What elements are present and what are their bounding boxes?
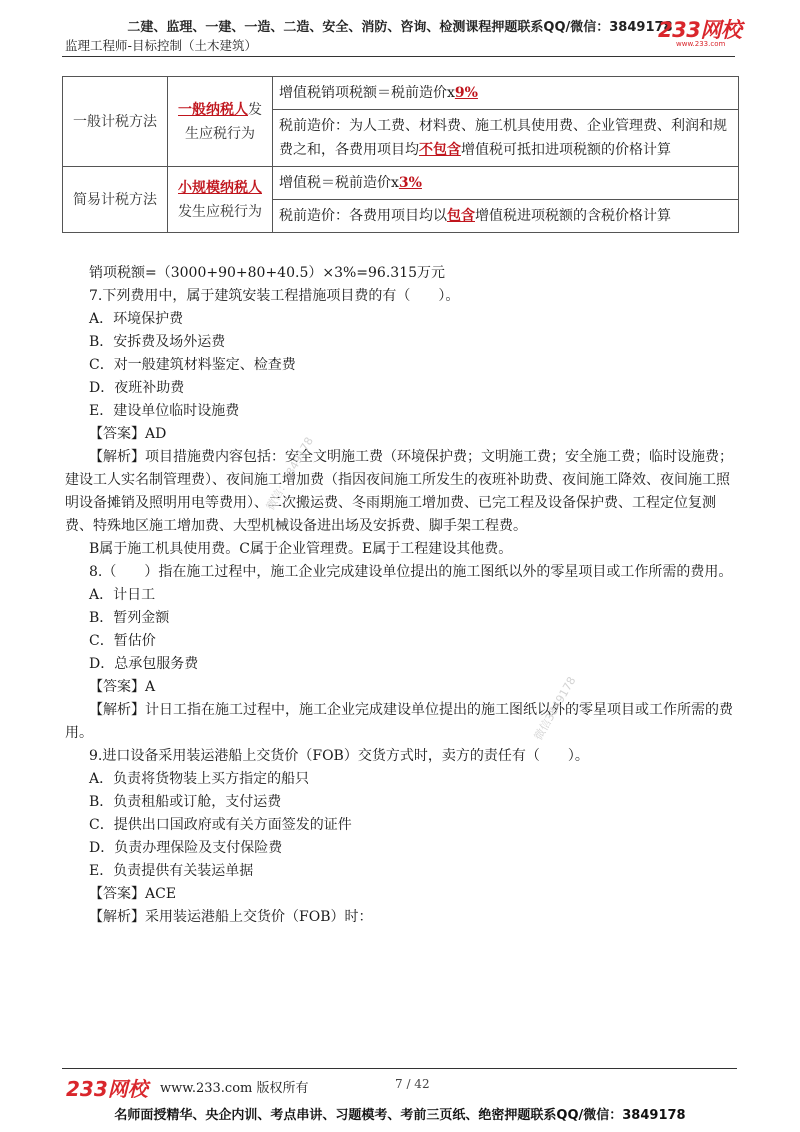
option: C．提供出口国政府或有关方面签发的证件 — [89, 817, 352, 833]
desc-highlight: 不包含 — [419, 142, 461, 158]
formula-rate: 9% — [454, 85, 478, 101]
analysis: 【解析】采用装运港船上交货价（FOB）时： — [89, 909, 373, 925]
question-7-stem: 7.下列费用中，属于建筑安装工程措施项目费的有（ ）。 — [89, 288, 460, 304]
formula-cell — [273, 77, 739, 110]
subject-highlight: 一般纳税人 — [178, 101, 248, 118]
analysis-note: B属于施工机具使用费。C属于企业管理费。E属于工程建设其他费。 — [89, 541, 513, 557]
option: E．建设单位临时设施费 — [89, 403, 240, 419]
option: E．负责提供有关装运单据 — [89, 863, 254, 879]
option: B．安拆费及场外运费 — [89, 334, 226, 350]
header-subtitle: 监理工程师-目标控制（土木建筑） — [65, 38, 258, 53]
option: A．计日工 — [89, 587, 156, 603]
option: C．对一般建筑材料鉴定、检查费 — [89, 357, 296, 373]
method-cell: 一般计税方法 — [63, 77, 168, 167]
answer: 【答案】A — [89, 679, 156, 695]
logo-text: 233网校 — [658, 18, 742, 42]
method-cell: 简易计税方法 — [63, 167, 168, 233]
subject-cell — [168, 167, 273, 233]
table-row — [63, 77, 739, 110]
analysis: 【解析】项目措施费内容包括：安全文明施工费（环境保护费；文明施工费；安全施工费；临时设施费；建设工人实名制管理费）、夜间施工增加费（指因夜间施工所发生的夜班补助费、夜间施工降效、夜间施工照明设备摊销及照明用电等费用）、二次搬运费、冬雨期施工增加费、已完工程及设备保护费、工程定位复测费、特殊地区施工增加费、大型机械设备进出场及安拆费、脚手架工程费。 — [65, 449, 733, 534]
option: D．负责办理保险及支付保险费 — [89, 840, 283, 856]
answer: 【答案】ACE — [89, 886, 177, 902]
watermark: 微信3849178 — [531, 674, 579, 743]
question-content — [65, 262, 735, 929]
logo-subtext: www.233.com — [676, 40, 726, 48]
brand-logo — [658, 14, 741, 48]
option: B．暂列金额 — [89, 610, 170, 626]
desc-post: 增值税可抵扣进项税额的价格计算 — [461, 142, 671, 158]
question-9-stem: 9.进口设备采用装运港船上交货价（FOB）交货方式时，卖方的责任有（ ）。 — [89, 748, 589, 764]
header-promo-line: 二建、监理、一建、一造、二造、安全、消防、咨询、检测课程押题联系QQ/微信：3849178 — [127, 20, 673, 35]
subject-cell — [168, 77, 273, 167]
desc-pre: 税前造价：为人工费、材料费、施工机具使用费、企业管理费、利润和规费之和，各费用项目均 — [279, 118, 727, 158]
desc-pre: 税前造价：各费用项目均以 — [279, 208, 447, 224]
analysis: 【解析】计日工指在施工过程中，施工企业完成建设单位提出的施工图纸以外的零星项目或工作所需的费用。 — [65, 702, 733, 741]
footer-logo: 233网校 — [66, 1077, 148, 1101]
question-8-stem: 8.（ ）指在施工过程中，施工企业完成建设单位提出的施工图纸以外的零星项目或工作所需的费用。 — [89, 564, 733, 580]
option: D．夜班补助费 — [89, 380, 185, 396]
table-row — [63, 167, 739, 200]
formula-rate: 3% — [398, 175, 422, 191]
calculation-line: 销项税额=（3000+90+80+40.5）×3%=96.315万元 — [89, 265, 446, 281]
header-divider — [62, 56, 735, 57]
option: B．负责租船或订舱，支付运费 — [89, 794, 282, 810]
formula-text: 增值税销项税额＝税前造价x — [279, 85, 455, 101]
option: C．暂估价 — [89, 633, 156, 649]
watermark: 微信：3849178 — [263, 434, 316, 513]
desc-post: 增值税进项税额的含税价格计算 — [475, 208, 671, 224]
formula-cell — [273, 167, 739, 200]
option: A．负责将货物装上买方指定的船只 — [89, 771, 310, 787]
description-cell — [273, 110, 739, 167]
footer-divider — [62, 1068, 737, 1069]
tax-method-table — [62, 76, 739, 233]
answer: 【答案】AD — [89, 426, 167, 442]
formula-text: 增值税＝税前造价x — [279, 175, 399, 191]
description-cell — [273, 200, 739, 233]
page-number: 7 / 42 — [395, 1077, 430, 1091]
option: A．环境保护费 — [89, 311, 184, 327]
desc-highlight: 包含 — [447, 208, 475, 224]
subject-highlight: 小规模纳税人 — [178, 179, 262, 196]
subject-rest: 发生应税行为 — [178, 203, 262, 220]
subject-rest: 发生应税行为 — [185, 101, 262, 142]
footer-site: www.233.com 版权所有 — [160, 1081, 309, 1096]
footer-promo: 名师面授精华、央企内训、考点串讲、习题模考、考前三页纸、绝密押题联系QQ/微信：3849178 — [114, 1108, 686, 1123]
option: D．总承包服务费 — [89, 656, 199, 672]
